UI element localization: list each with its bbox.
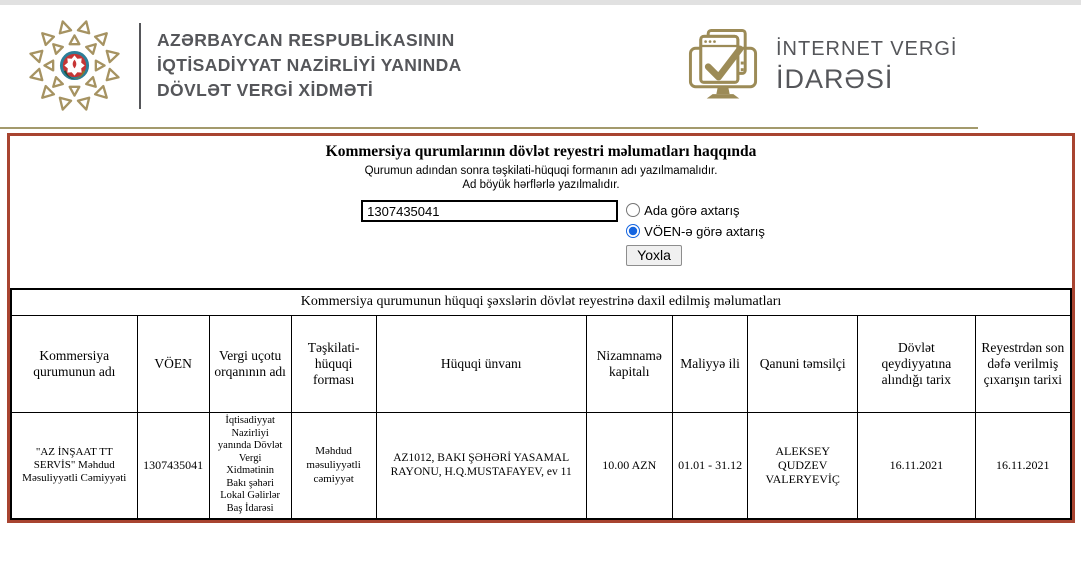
radio-search-by-name[interactable] (626, 200, 765, 220)
header-divider-line (0, 127, 978, 129)
agency-name-line3: DÖVLƏT VERGİ XİDMƏTİ (157, 80, 374, 100)
col-header-last-extract-date: Reyestrdən son dəfə verilmiş çıxarışın tarixi (975, 315, 1071, 412)
col-header-legal-representative: Qanuni təmsilçi (748, 315, 858, 412)
radio-search-by-name-label: Ada görə axtarış (644, 202, 740, 218)
internet-tax-office-logo (686, 17, 957, 115)
col-header-legal-address: Hüquqi ünvanı (376, 315, 586, 412)
table-caption: Kommersiya qurumunun hüquqi şəxslərin dövlət reyestrinə daxil edilmiş məlumatları (11, 289, 1071, 315)
search-controls (626, 200, 765, 266)
col-header-registration-date: Dövlət qeydiyyatına alındığı tarix (858, 315, 975, 412)
state-emblem-icon (26, 17, 123, 114)
col-header-legal-form: Təşkilati-hüquqi forması (291, 315, 376, 412)
agency-name-line1: AZƏRBAYCAN RESPUBLİKASININ (157, 30, 455, 50)
col-header-company-name: Kommersiya qurumunun adı (11, 315, 137, 412)
radio-search-by-voen[interactable] (626, 221, 765, 241)
note-line1: Qurumun adından sonra təşkilati-hüquqi formanın adı yazılmamalıdır. (364, 165, 718, 177)
logo-divider (139, 23, 141, 109)
agency-name-line2: İQTİSADİYYAT NAZİRLİYİ YANINDA (157, 55, 462, 75)
page-header (0, 5, 1081, 127)
col-header-tax-authority: Vergi uçotu orqanının adı (209, 315, 291, 412)
table-row (11, 412, 1071, 519)
cell-legal-form: Məhdud məsuliyyətli cəmiyyət (291, 412, 376, 519)
col-header-fiscal-year: Maliyyə ili (672, 315, 747, 412)
cell-registration-date: 16.11.2021 (858, 412, 975, 519)
portal-name-line2: İDARƏSİ (776, 63, 894, 94)
radio-search-by-voen-label: VÖEN-ə görə axtarış (644, 223, 765, 239)
radio-search-by-name-input[interactable] (626, 203, 640, 217)
col-header-voen: VÖEN (137, 315, 209, 412)
state-tax-service-logo (26, 17, 462, 114)
cell-last-extract-date: 16.11.2021 (975, 412, 1071, 519)
page-title: Kommersiya qurumlarının dövlət reyestri məlumatları haqqında (325, 143, 757, 160)
cell-legal-address: AZ1012, BAKI ŞƏHƏRİ YASAMAL RAYONU, H.Q.MUSTAFAYEV, ev 11 (376, 412, 586, 519)
monitor-check-icon (686, 17, 760, 115)
cell-charter-capital: 10.00 AZN (586, 412, 672, 519)
check-button[interactable]: Yoxla (626, 245, 682, 266)
cell-tax-authority: İqtisadiyyat Nazirliyi yanında Dövlət Vergi Xidmətinin Bakı şəhəri Lokal Gəlirlər Baş İdarəsi (209, 412, 291, 519)
registry-table (10, 288, 1072, 520)
radio-search-by-voen-input[interactable] (626, 224, 640, 238)
portal-name (776, 38, 957, 95)
search-notes (10, 164, 1072, 192)
cell-fiscal-year: 01.01 - 31.12 (672, 412, 747, 519)
table-header-row (11, 315, 1071, 412)
search-input[interactable] (361, 200, 618, 222)
agency-name (157, 28, 462, 103)
cell-voen: 1307435041 (137, 412, 209, 519)
cell-legal-representative: ALEKSEY QUDZEV VALERYEVİÇ (748, 412, 858, 519)
search-form (361, 200, 765, 266)
cell-company-name: "AZ İNŞAAT TT SERVİS" Məhdud Məsuliyyətli Cəmiyyəti (11, 412, 137, 519)
portal-name-line1: İNTERNET VERGİ (776, 37, 958, 60)
content-panel (7, 133, 1075, 523)
note-line2: Ad böyük hərflərlə yazılmalıdır. (462, 179, 620, 191)
col-header-charter-capital: Nizamnamə kapitalı (586, 315, 672, 412)
